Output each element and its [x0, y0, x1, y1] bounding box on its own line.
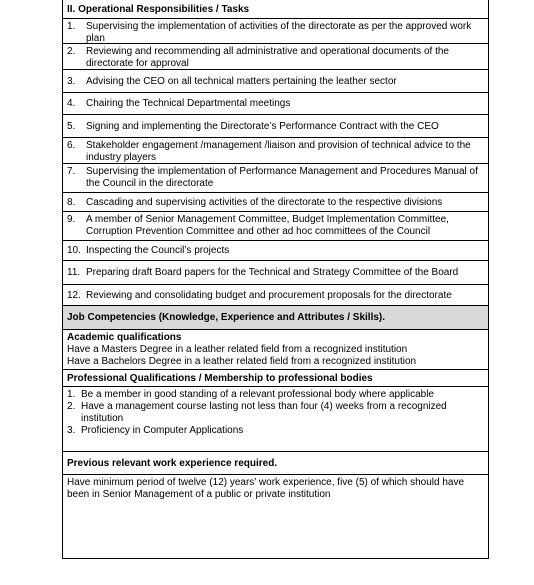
list-text: Have a management course lasting not less than four (4) weeks from a recognized institution: [81, 401, 447, 424]
list-number: 2.: [67, 401, 76, 412]
task-text: Stakeholder engagement /management /liaison and provision of technical advice to the industry players: [86, 140, 471, 163]
professional-heading: Professional Qualifications / Membership to professional bodies: [63, 370, 488, 387]
task-row: [63, 70, 488, 93]
academic-heading: Academic qualifications: [67, 332, 182, 343]
list-item: [67, 425, 484, 437]
task-number: 12.: [67, 289, 81, 301]
list-text: Be a member in good standing of a relevant professional body where applicable: [81, 389, 434, 400]
list-number: 1.: [67, 389, 76, 400]
academic-line: Have a Masters Degree in a leather related field from a recognized institution: [67, 344, 408, 355]
section-heading-tasks: II. Operational Responsibilities / Tasks: [63, 0, 488, 19]
professional-list: [63, 387, 488, 452]
task-number: 3.: [67, 75, 76, 87]
task-row: [63, 19, 488, 44]
task-number: 5.: [67, 120, 76, 132]
task-text: Chairing the Technical Departmental meetings: [86, 98, 291, 109]
list-text: Proficiency in Computer Applications: [81, 425, 244, 436]
task-number: 8.: [67, 196, 76, 208]
task-number: 2.: [67, 46, 76, 57]
task-number: 4.: [67, 98, 76, 109]
task-row: [63, 138, 488, 164]
task-row: [63, 44, 488, 70]
task-row: [63, 164, 488, 193]
task-row: [63, 212, 488, 241]
task-row: [63, 193, 488, 212]
task-row: [63, 261, 488, 285]
job-description-table: [62, 0, 489, 559]
task-row: [63, 115, 488, 138]
task-text: Cascading and supervising activities of the directorate to the respective divisions: [86, 196, 443, 208]
task-text: Signing and implementing the Directorate’s Performance Contract with the CEO: [86, 120, 439, 132]
list-item: [67, 401, 484, 425]
academic-qualifications: [63, 330, 488, 370]
task-text: Supervising the implementation of Performance Management and Procedures Manual of the Council in the directorate: [86, 166, 478, 189]
task-number: 1.: [67, 21, 76, 32]
task-number: 10.: [67, 245, 81, 256]
experience-text: Have minimum period of twelve (12) years’ work experience, five (5) of which should have been in Senior Management of a public or private institution: [63, 475, 488, 559]
task-text: Supervising the implementation of activities of the directorate as per the approved work plan: [86, 21, 472, 44]
task-row: [63, 285, 488, 306]
task-text: Reviewing and consolidating budget and procurement proposals for the directorate: [86, 289, 452, 301]
experience-heading: Previous relevant work experience required.: [63, 452, 488, 475]
task-row: [63, 93, 488, 115]
task-number: 6.: [67, 140, 76, 151]
task-row: [63, 241, 488, 261]
task-number: 11.: [67, 267, 81, 278]
academic-line: Have a Bachelors Degree in a leather related field from a recognized institution: [67, 356, 417, 367]
task-text: Reviewing and recommending all administrative and operational documents of the directorate for approval: [86, 46, 449, 69]
task-number: 7.: [67, 166, 76, 177]
task-text: A member of Senior Management Committee, Budget Implementation Committee, Corruption Prevention Committee and other ad hoc committees of the Council: [86, 214, 449, 237]
list-item: [67, 389, 484, 401]
task-text: Preparing draft Board papers for the Technical and Strategy Committee of the Board: [86, 267, 459, 278]
task-text: Advising the CEO on all technical matters pertaining the leather sector: [86, 75, 397, 87]
task-number: 9.: [67, 214, 76, 225]
list-number: 3.: [67, 425, 76, 436]
section-heading-competencies: Job Competencies (Knowledge, Experience and Attributes / Skills).: [63, 306, 488, 330]
task-text: Inspecting the Council’s projects: [86, 245, 230, 256]
